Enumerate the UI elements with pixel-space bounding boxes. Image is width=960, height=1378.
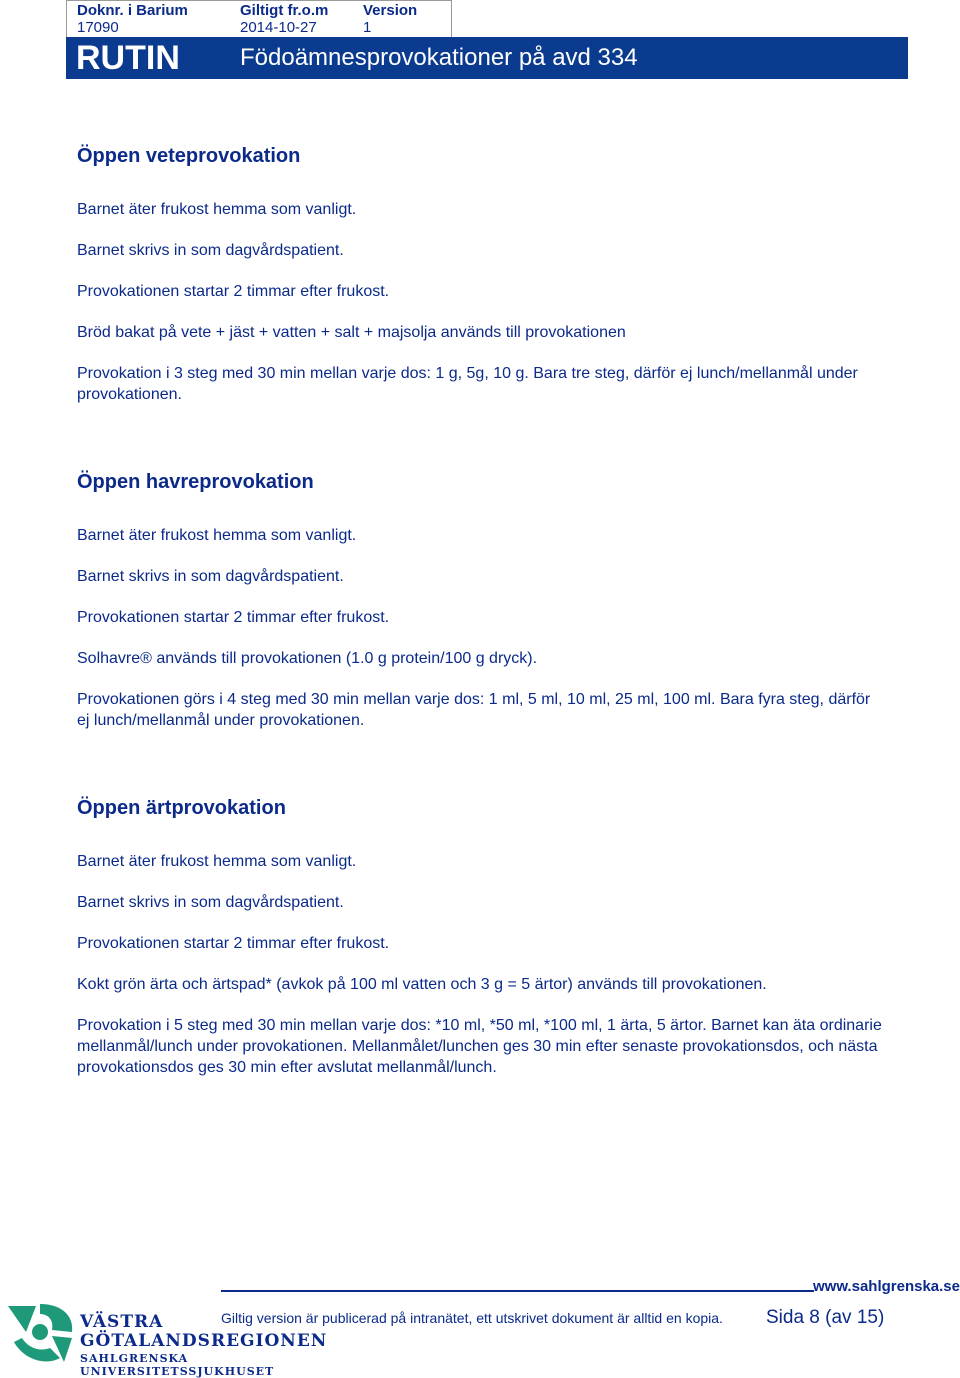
section-heading: Öppen veteprovokation: [77, 145, 301, 167]
section-oat: [77, 469, 887, 731]
footer-notice: Giltig version är publicerad på intranätet, ett utskrivet dokument är alltid en kopia.: [221, 1310, 723, 1326]
logo-text-line2: GÖTALANDSREGIONEN: [80, 1331, 328, 1351]
doc-number-label: Doknr. i Barium: [77, 2, 188, 19]
document-title: Födoämnesprovokationer på avd 334: [240, 44, 638, 71]
document-header: [66, 0, 908, 79]
footer-divider: [221, 1290, 814, 1292]
paragraph: Kokt grön ärta och ärtspad* (avkok på 100 ml vatten och 3 g = 5 ärtor) används till provokationen.: [77, 976, 767, 993]
section-heading: Öppen havreprovokation: [77, 471, 314, 493]
section-wheat: [77, 143, 887, 405]
paragraph: Barnet skrivs in som dagvårdspatient.: [77, 894, 344, 911]
valid-from-value: 2014-10-27: [240, 19, 317, 36]
paragraph: Provokationen görs i 4 steg med 30 min mellan varje dos: 1 ml, 5 ml, 10 ml, 25 ml, 100 ml. Bara fyra steg, därför ej lunch/mellanmål under provokationen.: [77, 691, 871, 729]
logo-text-line3: SAHLGRENSKA UNIVERSITETSSJUKHUSET: [80, 1352, 275, 1378]
paragraph: Provokationen startar 2 timmar efter frukost.: [77, 283, 390, 300]
paragraph: Barnet skrivs in som dagvårdspatient.: [77, 242, 344, 259]
paragraph: Barnet äter frukost hemma som vanligt.: [77, 853, 357, 870]
paragraph: Barnet äter frukost hemma som vanligt.: [77, 201, 357, 218]
header-title-band: [66, 37, 908, 79]
document-footer: [0, 1276, 960, 1378]
document-body: [77, 143, 887, 1098]
version-value: 1: [363, 19, 372, 36]
paragraph: Provokation i 5 steg med 30 min mellan varje dos: *10 ml, *50 ml, *100 ml, 1 ärta, 5 ärtor. Barnet kan äta ordinarie mellanmål/lunch under provokationen. Mellanmålet/lunchen ges 30 min efter senaste provokationsdos, och nästa provokationsdos ges 30 min efter avslutat mellanmål/lunch.: [77, 1017, 882, 1076]
doc-number-value: 17090: [77, 19, 119, 36]
valid-from-label: Giltigt fr.o.m: [240, 2, 329, 19]
section-pea: [77, 795, 887, 1078]
paragraph: Solhavre® används till provokationen (1.0 g protein/100 g dryck).: [77, 650, 538, 667]
document-type: RUTIN: [76, 39, 180, 77]
vgr-logo: [6, 1302, 366, 1378]
paragraph: Provokation i 3 steg med 30 min mellan varje dos: 1 g, 5g, 10 g. Bara tre steg, därför ej lunch/mellanmål under provokationen.: [77, 365, 858, 403]
paragraph: Bröd bakat på vete + jäst + vatten + salt + majsolja används till provokationen: [77, 324, 626, 341]
section-heading: Öppen ärtprovokation: [77, 797, 286, 819]
version-label: Version: [363, 2, 418, 19]
paragraph: Provokationen startar 2 timmar efter frukost.: [77, 609, 390, 626]
paragraph: Barnet skrivs in som dagvårdspatient.: [77, 568, 344, 585]
paragraph: Barnet äter frukost hemma som vanligt.: [77, 527, 357, 544]
header-meta-box: [66, 0, 452, 37]
footer-url: www.sahlgrenska.se: [812, 1278, 960, 1295]
page-number: Sida 8 (av 15): [766, 1307, 885, 1328]
paragraph: Provokationen startar 2 timmar efter frukost.: [77, 935, 390, 952]
vgr-logo-icon: [6, 1302, 76, 1368]
logo-text-line1: VÄSTRA: [80, 1312, 164, 1332]
